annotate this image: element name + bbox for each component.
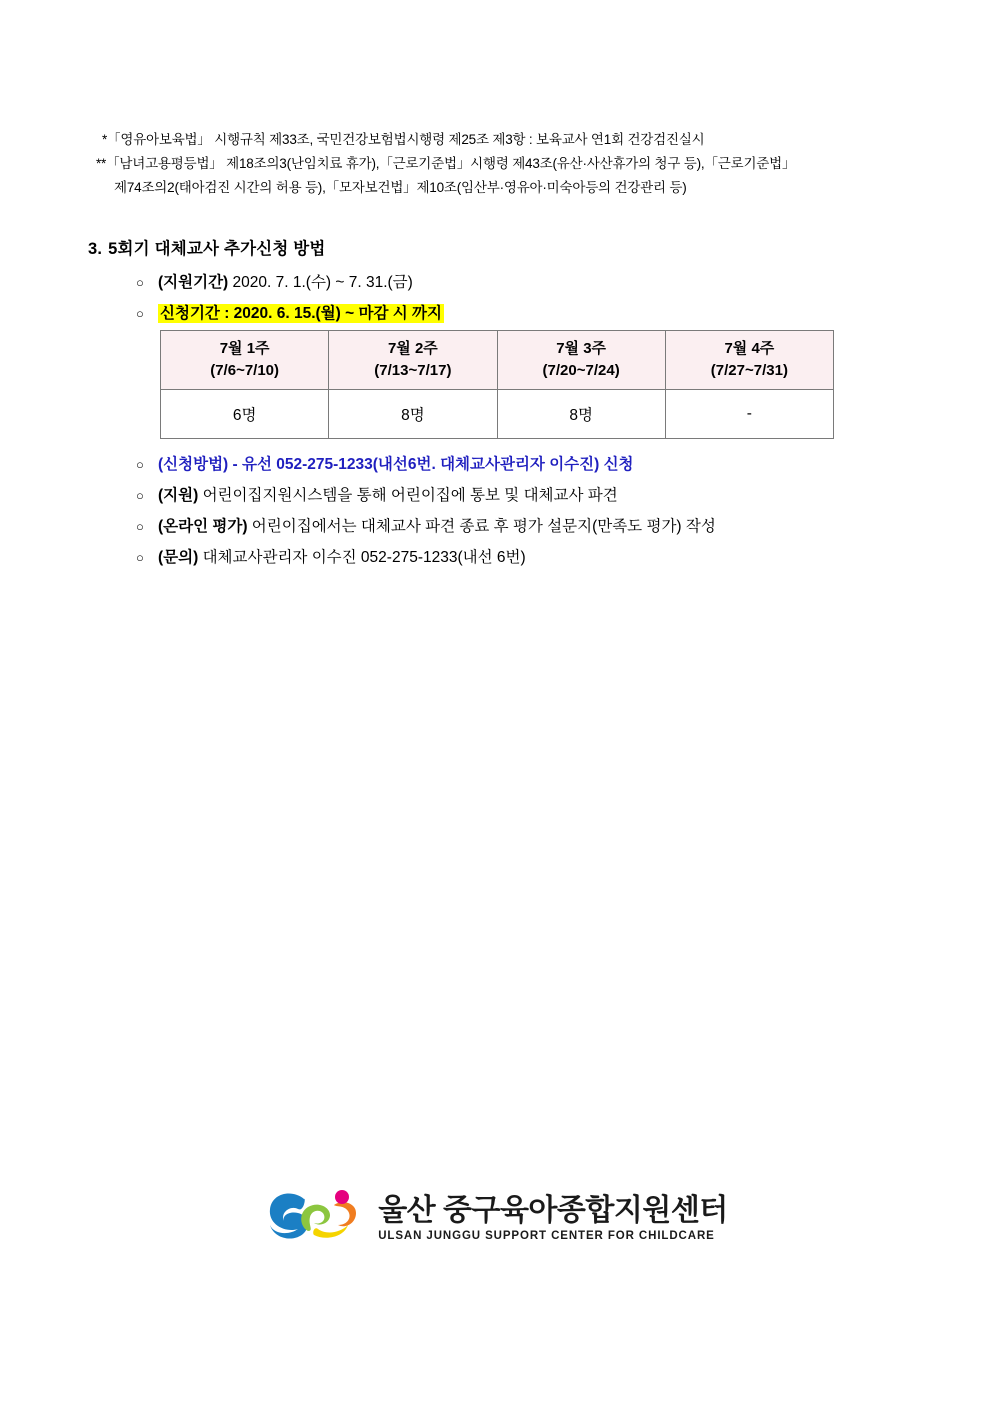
week-title: 7월 3주 [556, 340, 607, 357]
list-item-label: (지원) [158, 487, 199, 504]
footnotes-block [96, 128, 916, 200]
table-header-cell [329, 331, 497, 390]
table-header-row [161, 331, 834, 390]
weekly-capacity-table [160, 330, 834, 439]
list-item-text [158, 450, 634, 480]
footnote-line: 제74조의2(태아검진 시간의 허용 등),「모자보건법」제10조(임산부·영유아·미숙아등의 건강관리 등) [114, 180, 687, 195]
circle-bullet-icon: ○ [136, 275, 144, 290]
week-range: (7/20~7/24) [542, 362, 620, 379]
table-header-cell [497, 331, 665, 390]
list-item-text [158, 543, 526, 573]
list-item-label: (지원기간) [158, 274, 229, 291]
highlighted-label: 신청기간 : 2020. 6. 15.(월) ~ 마감 시 까지 [160, 305, 442, 322]
section-title: 5회기 대체교사 추가신청 방법 [108, 240, 326, 258]
center-name-kr: 울산 중구육아종합지원센터 [378, 1193, 728, 1227]
table-cell: - [665, 390, 833, 439]
list-item-label: (문의) [158, 549, 199, 566]
week-title: 7월 4주 [724, 340, 775, 357]
week-range: (7/6~7/10) [210, 362, 280, 379]
center-name-en: ULSAN JUNGGU SUPPORT CENTER FOR CHILDCARE [378, 1229, 715, 1242]
list-item-text [158, 268, 413, 298]
list-item [136, 268, 936, 298]
list-item-label: (온라인 평가) [158, 518, 248, 535]
circle-bullet-icon: ○ [136, 550, 144, 565]
footer-logo [0, 1185, 992, 1252]
table-row [161, 390, 834, 439]
list-item-body: 어린이집에서는 대체교사 파견 종료 후 평가 설문지(만족도 평가) 작성 [247, 518, 716, 535]
section-number: 3. [88, 240, 103, 258]
week-range: (7/27~7/31) [710, 362, 788, 379]
logo-text-block [378, 1194, 728, 1244]
table-cell: 6명 [161, 390, 329, 439]
bullet-list-lower [136, 450, 956, 574]
circle-bullet-icon: ○ [136, 457, 144, 472]
table-header-cell [161, 331, 329, 390]
list-item [136, 299, 936, 329]
circle-bullet-icon: ○ [136, 488, 144, 503]
week-title: 7월 1주 [219, 340, 270, 357]
list-item-text [158, 299, 444, 329]
footnote-line: **「남녀고용평등법」 제18조의3(난임치료 휴가),「근로기준법」시행령 제43조(유산·사산휴가의 청구 등),「근로기준법」 [96, 156, 796, 171]
list-item-body: 어린이집지원시스템을 통해 어린이집에 통보 및 대체교사 파견 [198, 487, 618, 504]
table-cell: 8명 [497, 390, 665, 439]
table-head [161, 331, 834, 390]
section-heading [88, 235, 326, 259]
table-cell: 8명 [329, 390, 497, 439]
list-item [136, 543, 956, 573]
list-item [136, 481, 956, 511]
sc-swirl-logo-icon [264, 1185, 368, 1252]
circle-bullet-icon: ○ [136, 306, 144, 321]
bullet-list-upper [136, 268, 936, 330]
table-body [161, 390, 834, 439]
list-item-body: 2020. 7. 1.(수) ~ 7. 31.(금) [228, 274, 413, 291]
week-title: 7월 2주 [387, 340, 438, 357]
list-item-body: 대체교사관리자 이수진 052-275-1233(내선 6번) [198, 549, 526, 566]
circle-bullet-icon: ○ [136, 519, 144, 534]
table-header-cell [665, 331, 833, 390]
list-item [136, 512, 956, 542]
list-item [136, 450, 956, 480]
list-item-text [158, 512, 716, 542]
footnote-line: *「영유아보육법」 시행규칙 제33조, 국민건강보험법시행령 제25조 제3항 : 보육교사 연1회 건강검진실시 [102, 132, 705, 147]
list-item-label: (신청방법) - 유선 052-275-1233(내선6번. 대체교사관리자 이수진) 신청 [158, 456, 634, 473]
list-item-text [158, 481, 618, 511]
week-range: (7/13~7/17) [374, 362, 452, 379]
